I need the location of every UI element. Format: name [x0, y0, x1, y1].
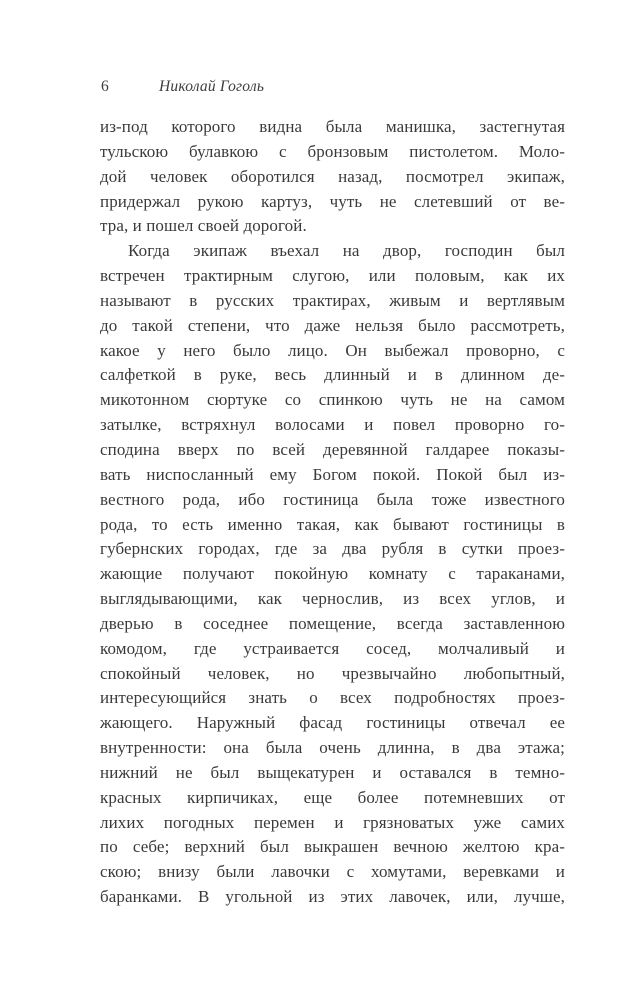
paragraph — [100, 115, 565, 239]
text-line: спокойный человек, но чрезвычайно любопытный, — [100, 663, 565, 683]
page-header — [101, 78, 565, 96]
text-line: какое у него было лицо. Он выбежал проворно, с — [100, 340, 565, 360]
text-line: рода, то есть именно такая, как бывают гостиницы в — [100, 514, 565, 534]
text-line: выглядывающими, как чернослив, из всех углов, и — [100, 589, 565, 609]
text-line: комодом, где устраивается сосед, молчаливый и — [100, 638, 565, 658]
text-line: губернских городах, где за два рубля в сутки проез- — [100, 539, 565, 559]
text-line: из-под которого видна была манишка, застегнутая — [100, 117, 565, 136]
text-line: тра, и пошел своей дорогой. — [100, 216, 307, 236]
text-line: встречен трактирным слугою, или половым, как их — [100, 266, 565, 286]
text-line: до такой степени, что даже нельзя было рассмотреть, — [100, 315, 565, 335]
text-line: вать ниспосланный ему Богом покой. Покой был из- — [100, 464, 565, 484]
page-number: 6 — [101, 78, 109, 95]
text-line: салфеткой в руке, весь длинный и в длинном де- — [100, 365, 565, 385]
text-line: дой человек оборотился назад, посмотрел экипаж, — [100, 166, 565, 186]
paragraph — [100, 239, 565, 910]
text-line: по себе; верхний был выкрашен вечною желтою кра- — [100, 837, 565, 857]
text-line: нижний не был выщекатурен и оставался в темно- — [100, 762, 565, 782]
text-line: затылке, встряхнул волосами и повел проворно го- — [100, 415, 565, 435]
text-line: вестного рода, ибо гостиница была тоже известного — [100, 489, 565, 509]
text-line: скою; внизу были лавочки с хомутами, веревками и — [100, 862, 565, 882]
text-line: придержал рукою картуз, чуть не слетевший от ве- — [100, 191, 565, 211]
text-block — [100, 115, 565, 910]
text-line: жающие получают покойную комнату с тараканами, — [100, 564, 565, 584]
text-line: тульскою булавкою с бронзовым пистолетом. Моло- — [100, 141, 565, 161]
text-line: внутренности: она была очень длинна, в два этажа; — [100, 738, 565, 758]
text-line: дверью в соседнее помещение, всегда заставленною — [100, 613, 565, 633]
text-line: красных кирпичиках, еще более потемневших от — [100, 787, 565, 807]
text-line: жающего. Наружный фасад гостиницы отвечал ее — [100, 713, 565, 733]
text-line: называют в русских трактирах, живым и вертлявым — [100, 290, 565, 310]
text-line: лихих погодных перемен и грязноватых уже самих — [100, 812, 565, 832]
text-line: микотонном сюртуке со спинкою чуть не на самом — [100, 390, 565, 410]
text-line: баранками. В угольной из этих лавочек, или, лучше, — [100, 887, 565, 907]
running-header-author: Николай Гоголь — [159, 78, 265, 95]
text-line: Когда экипаж въехал на двор, господин был — [128, 241, 565, 261]
text-line: интересующийся знать о всех подробностях проез- — [100, 688, 565, 708]
text-line: сподина вверх по всей деревянной галдарее показы- — [100, 439, 565, 459]
